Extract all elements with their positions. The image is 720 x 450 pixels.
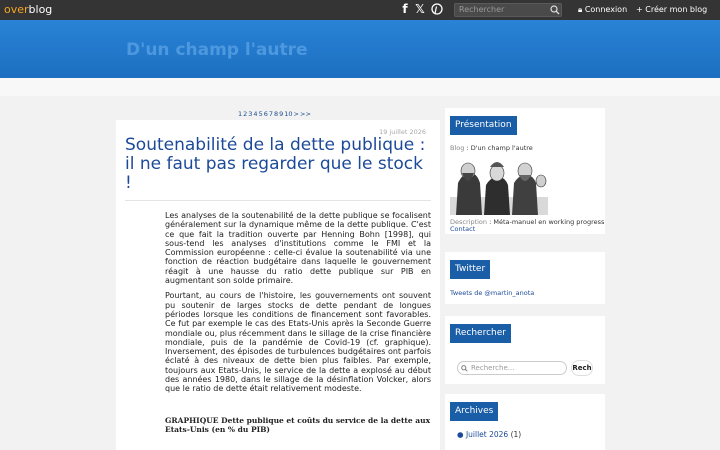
x-twitter-icon[interactable]: 𝕏 bbox=[415, 2, 425, 16]
lock-icon: 🔒︎ bbox=[578, 5, 583, 14]
sidebar-search-input[interactable] bbox=[457, 361, 567, 375]
post-divider bbox=[125, 200, 431, 201]
pagination bbox=[238, 110, 312, 118]
search-heading: Rechercher bbox=[450, 324, 511, 343]
presentation-illustration bbox=[450, 153, 548, 215]
page-link[interactable]: >> bbox=[300, 110, 311, 118]
page-link[interactable]: 3 bbox=[248, 110, 253, 118]
page-link[interactable]: 4 bbox=[253, 110, 258, 118]
post-title[interactable]: Soutenabilité de la dette publique : il ne faut pas regarder que le stock ! bbox=[125, 135, 426, 193]
login-link[interactable] bbox=[578, 5, 627, 15]
pinterest-icon[interactable] bbox=[430, 2, 444, 16]
page-link[interactable]: 9 bbox=[279, 110, 284, 118]
twitter-heading: Twitter bbox=[450, 260, 490, 279]
blog-value: : D'un champ l'autre bbox=[466, 144, 533, 152]
twitter-widget bbox=[445, 252, 605, 304]
blog-line bbox=[450, 144, 533, 152]
presentation-heading: Présentation bbox=[450, 116, 517, 135]
page-link[interactable]: 1 bbox=[238, 110, 243, 118]
twitter-feed-link[interactable]: Tweets de @martin_anota bbox=[450, 289, 535, 297]
bullet-icon: ● bbox=[457, 430, 464, 439]
page-link[interactable]: > bbox=[293, 110, 299, 118]
post-date: 19 juillet 2026 bbox=[379, 128, 426, 136]
page-link[interactable]: 7 bbox=[268, 110, 273, 118]
top-navbar bbox=[0, 0, 720, 20]
archives-widget bbox=[445, 394, 605, 450]
post-card bbox=[116, 120, 440, 450]
post-paragraph: Pourtant, au cours de l'histoire, les gouvernements ont souvent pu soutenir de larges stocks de dette pendant de longues périodes lorsque les conditions de financement sont favorables. Ce fut par exemple le cas des Etats-Unis après la Seconde Guerre mondiale ou, plus récemment dans le sillage de la crise financière mondiale, puis de la pandémie de Covid-19 (cf. graphique). Inversement, des épisodes de turbulences budgétaires ont parfois éclaté à des niveaux de dette bien plus faibles. Par exemple, toujours aux Etats-Unis, le service de la dette a explosé au début des années 1980, dans le sillage de la désinflation Volcker, alors que le ratio de dette était relativement modeste. bbox=[165, 291, 431, 394]
archive-month[interactable]: Juillet 2026 bbox=[465, 430, 509, 439]
facebook-icon[interactable]: f bbox=[402, 2, 408, 16]
archives-heading: Archives bbox=[450, 402, 498, 421]
page-link[interactable]: 2 bbox=[243, 110, 248, 118]
top-search-input[interactable]: Rechercher bbox=[454, 3, 562, 17]
overblog-logo[interactable] bbox=[4, 3, 52, 16]
header-banner bbox=[0, 20, 720, 78]
description-value: : Méta-manuel en working progress bbox=[489, 218, 605, 226]
description-label: Description bbox=[450, 218, 488, 226]
page-link[interactable]: 6 bbox=[263, 110, 268, 118]
graph-caption: GRAPHIQUE Dette publique et coûts du service de la dette aux Etats-Unis (en % du PIB) bbox=[165, 416, 431, 434]
presentation-widget bbox=[445, 108, 605, 234]
blog-title[interactable]: D'un champ l'autre bbox=[126, 40, 308, 60]
create-blog-label: Créer mon blog bbox=[645, 5, 708, 14]
plus-icon: + bbox=[636, 5, 643, 14]
login-label: Connexion bbox=[584, 5, 628, 14]
header-band bbox=[0, 78, 720, 96]
search-icon bbox=[461, 365, 468, 372]
blog-label: Blog bbox=[450, 144, 465, 152]
post-body bbox=[165, 211, 431, 400]
page-link[interactable]: 5 bbox=[258, 110, 263, 118]
search-button[interactable]: Rech bbox=[571, 360, 593, 376]
logo-part-blog: blog bbox=[28, 3, 53, 16]
logo-part-over: over bbox=[4, 3, 29, 16]
page-link[interactable]: 8 bbox=[273, 110, 279, 118]
search-placeholder: Recherche... bbox=[471, 364, 515, 372]
archive-count: (1) bbox=[510, 430, 522, 439]
archive-item[interactable] bbox=[457, 430, 521, 439]
create-blog-link[interactable] bbox=[636, 5, 707, 14]
search-icon[interactable] bbox=[550, 5, 560, 15]
contact-link[interactable]: Contact bbox=[450, 225, 476, 233]
post-paragraph: Les analyses de la soutenabilité de la dette publique se focalisent généralement sur la dynamique même de la dette publique. C'est ce que fait la tradition ouverte par Henning Bohn [1998], qui sous-tend les analyses d'institutions comme le FMI et la Commission européenne : celle-ci évalue la soutenabilité via une fonction de réaction budgétaire dans laquelle le gouvernement réagit à une hausse du ratio dette publique sur PIB en augmentant son solde primaire. bbox=[165, 211, 431, 286]
search-widget bbox=[445, 316, 605, 384]
page-link[interactable]: 10 bbox=[284, 110, 293, 118]
